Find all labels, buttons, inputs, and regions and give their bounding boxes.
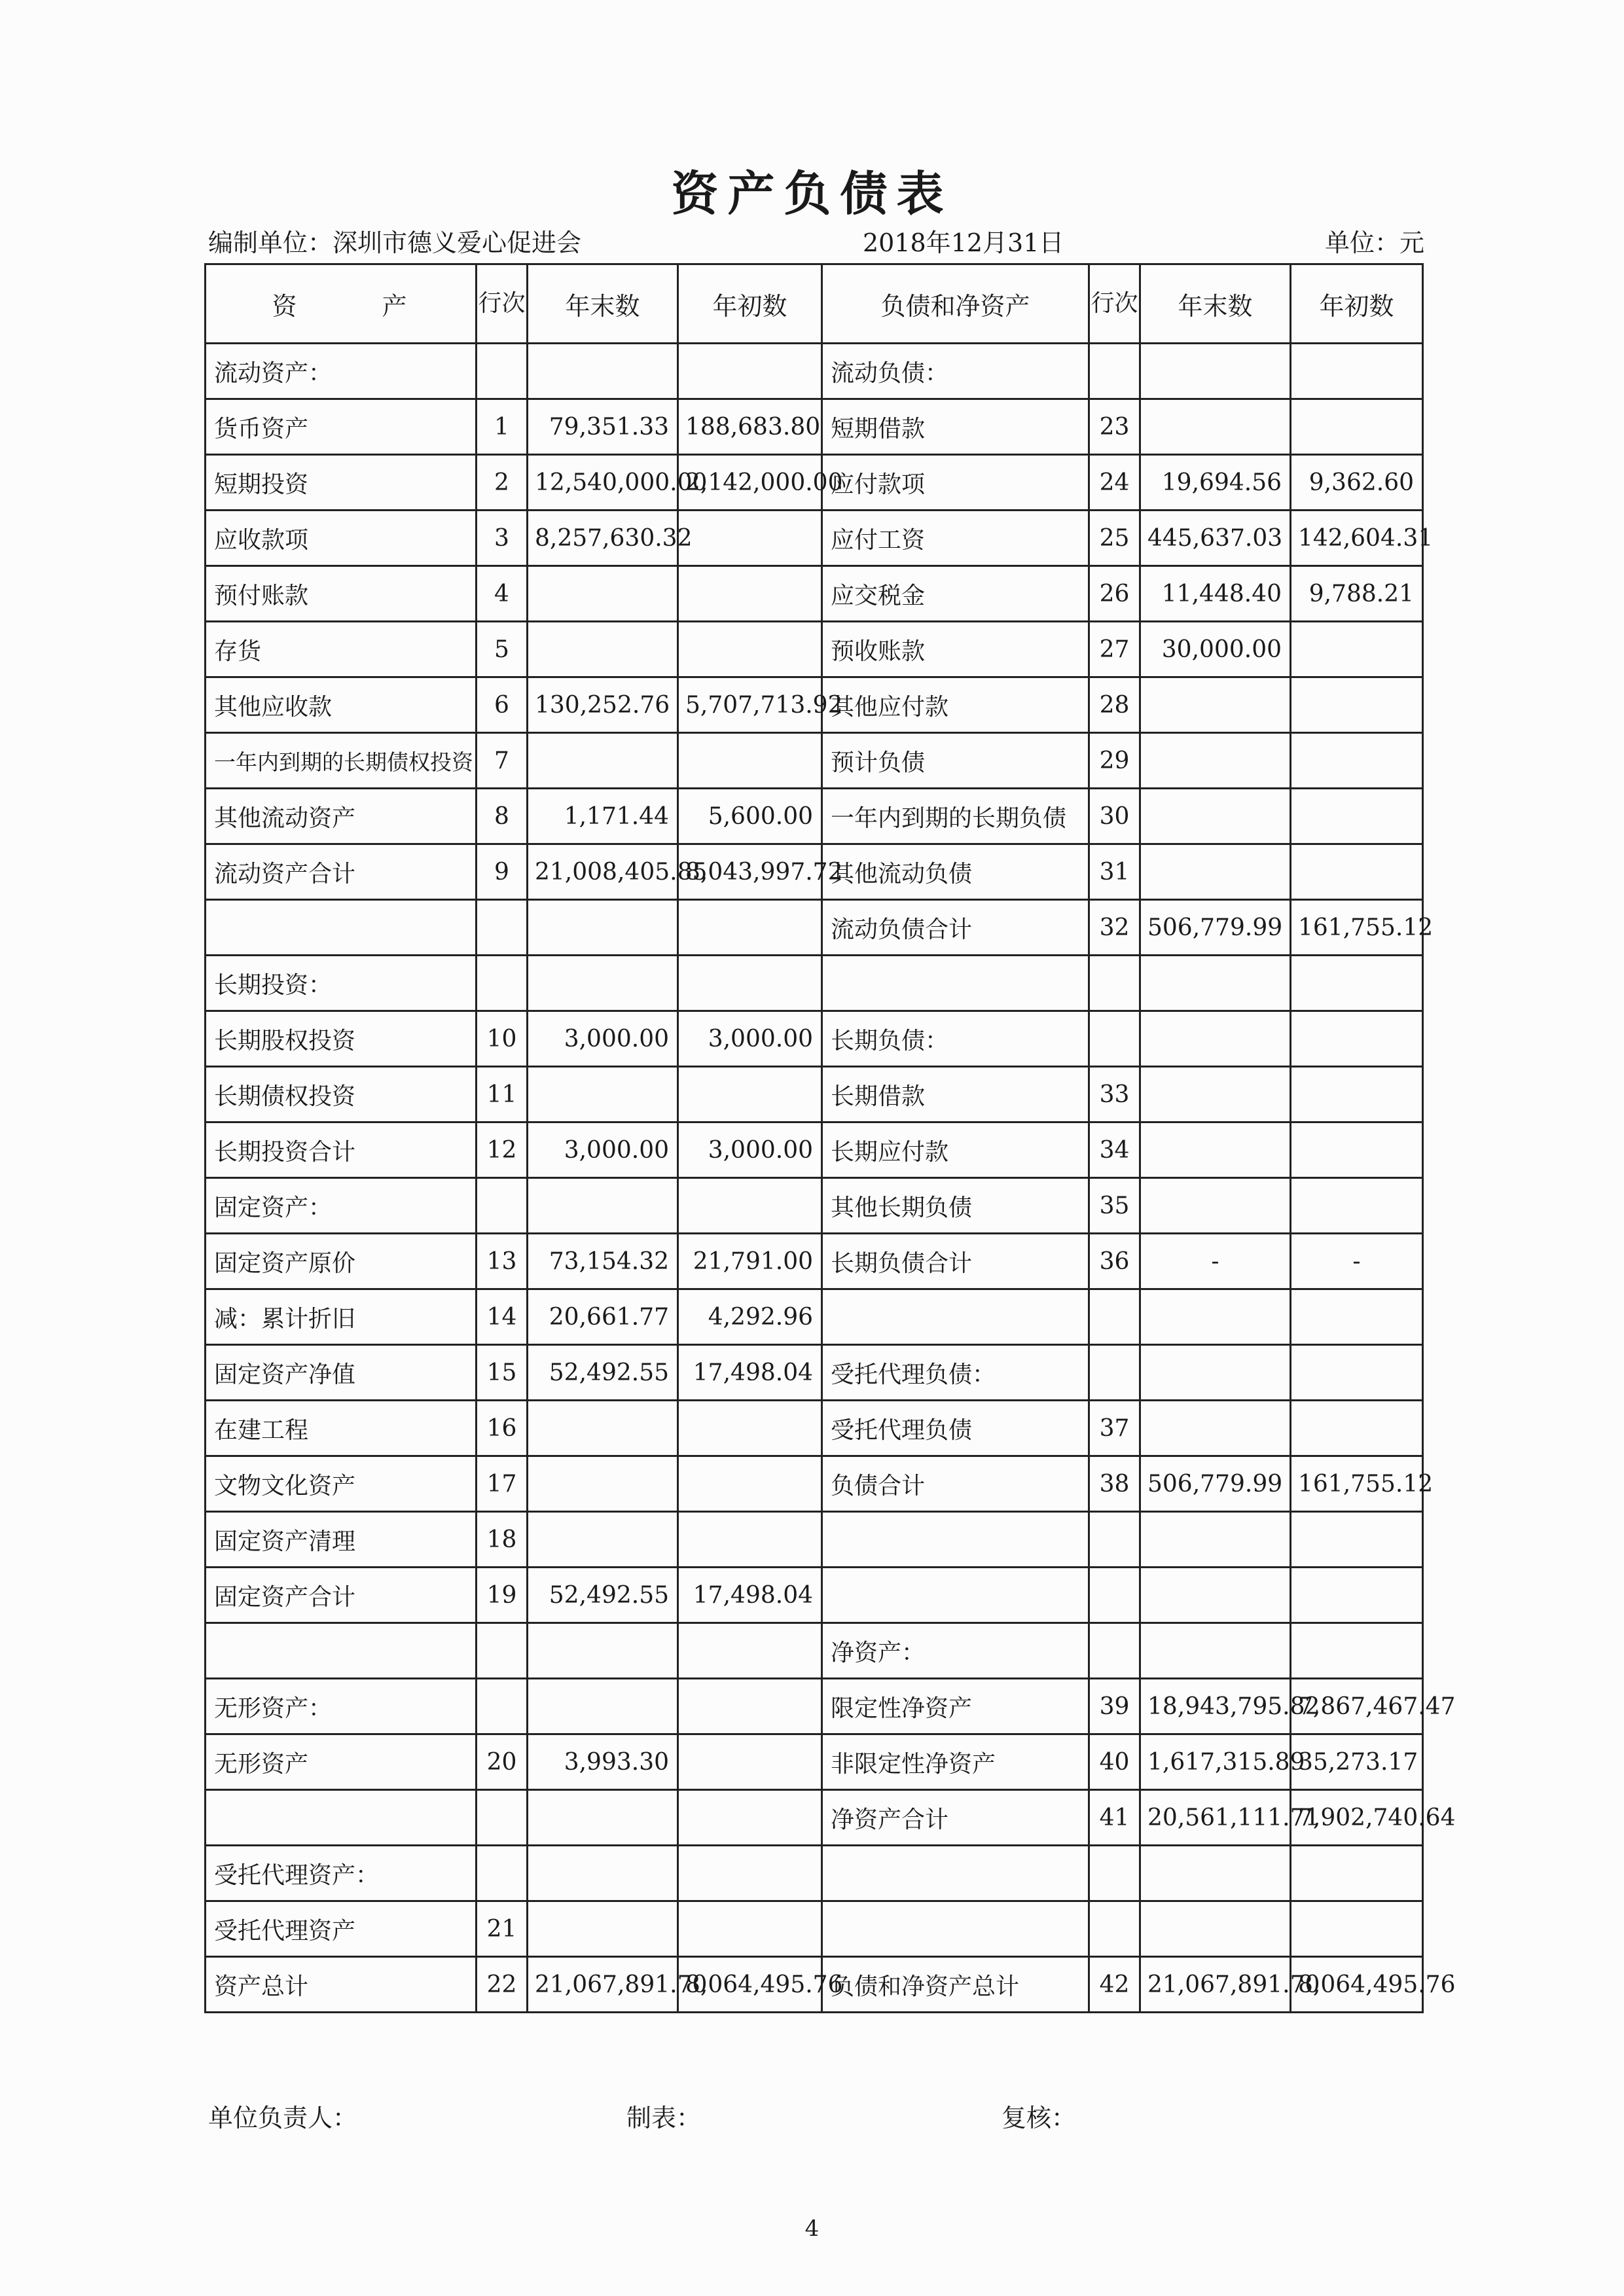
table-row: [206, 677, 1423, 733]
table-row: [206, 844, 1423, 900]
liability-line-no: 39: [1089, 1679, 1140, 1734]
header-assets: 资 产: [206, 264, 477, 344]
asset-year-end: 12,540,000.00: [528, 455, 678, 511]
liability-name: 一年内到期的长期负债: [822, 789, 1089, 844]
asset-year-begin: 5,600.00: [678, 789, 822, 844]
liability-line-no: 35: [1089, 1178, 1140, 1234]
liability-line-no: 42: [1089, 1957, 1140, 2013]
asset-year-begin: 3,000.00: [678, 1122, 822, 1178]
table-row: [206, 1234, 1423, 1289]
liability-line-no: 30: [1089, 789, 1140, 844]
liability-year-end: 20,561,111.71: [1140, 1790, 1291, 1846]
asset-year-end: [528, 956, 678, 1011]
liability-name: 流动负债合计: [822, 900, 1089, 956]
table-row: [206, 1568, 1423, 1623]
liability-year-end: [1140, 1178, 1291, 1234]
asset-name: 减：累计折旧: [206, 1289, 477, 1345]
asset-name: 其他应收款: [206, 677, 477, 733]
asset-line-no: 18: [477, 1512, 528, 1568]
liability-line-no: 23: [1089, 399, 1140, 455]
table-row: [206, 900, 1423, 956]
asset-year-end: 21,067,891.70: [528, 1957, 678, 2013]
liability-year-end: [1140, 956, 1291, 1011]
asset-year-end: [528, 900, 678, 956]
liability-line-no: 26: [1089, 566, 1140, 622]
table-row: [206, 1846, 1423, 1901]
asset-name: 固定资产合计: [206, 1568, 477, 1623]
table-row: [206, 1790, 1423, 1846]
asset-year-begin: [678, 1901, 822, 1957]
table-row: [206, 1901, 1423, 1957]
asset-year-begin: [678, 900, 822, 956]
asset-name: 长期股权投资: [206, 1011, 477, 1067]
liability-line-no: 36: [1089, 1234, 1140, 1289]
liability-name: 应交税金: [822, 566, 1089, 622]
liability-year-begin: [1291, 1289, 1423, 1345]
page-number: 4: [804, 2215, 820, 2242]
table-row: [206, 1957, 1423, 2013]
footer-prepared: 制表：: [626, 2104, 702, 2132]
liability-year-end: [1140, 1067, 1291, 1122]
liability-name: [822, 1901, 1089, 1957]
asset-year-end: [528, 566, 678, 622]
liability-year-begin: [1291, 344, 1423, 399]
asset-year-end: 52,492.55: [528, 1345, 678, 1401]
asset-line-no: [477, 344, 528, 399]
asset-year-begin: 8,043,997.72: [678, 844, 822, 900]
asset-year-end: [528, 1401, 678, 1456]
liability-line-no: 37: [1089, 1401, 1140, 1456]
asset-name: [206, 1623, 477, 1679]
liability-year-begin: 161,755.12: [1291, 900, 1423, 956]
liability-year-begin: [1291, 1345, 1423, 1401]
liability-name: [822, 1568, 1089, 1623]
table-row: [206, 1456, 1423, 1512]
liability-line-no: 38: [1089, 1456, 1140, 1512]
asset-year-end: [528, 622, 678, 677]
liability-year-begin: [1291, 1568, 1423, 1623]
liability-year-begin: -: [1291, 1234, 1423, 1289]
asset-year-end: [528, 1790, 678, 1846]
liability-name: [822, 1289, 1089, 1345]
asset-name: 固定资产清理: [206, 1512, 477, 1568]
asset-year-end: 79,351.33: [528, 399, 678, 455]
header-year-end-assets: 年末数: [528, 264, 678, 344]
asset-year-begin: [678, 733, 822, 789]
liability-name: 限定性净资产: [822, 1679, 1089, 1734]
table-row: [206, 1401, 1423, 1456]
asset-line-no: 15: [477, 1345, 528, 1401]
liability-name: 短期借款: [822, 399, 1089, 455]
asset-name: 在建工程: [206, 1401, 477, 1456]
liability-name: [822, 1846, 1089, 1901]
asset-line-no: 2: [477, 455, 528, 511]
liability-name: 预计负债: [822, 733, 1089, 789]
liability-line-no: 34: [1089, 1122, 1140, 1178]
asset-year-begin: 17,498.04: [678, 1568, 822, 1623]
liability-year-end: 1,617,315.89: [1140, 1734, 1291, 1790]
asset-name: 文物文化资产: [206, 1456, 477, 1512]
liability-year-begin: [1291, 1067, 1423, 1122]
asset-line-no: 16: [477, 1401, 528, 1456]
liability-year-end: [1140, 1512, 1291, 1568]
liability-name: [822, 1512, 1089, 1568]
liability-year-end: 506,779.99: [1140, 1456, 1291, 1512]
asset-year-end: 3,000.00: [528, 1122, 678, 1178]
liability-year-begin: 7,902,740.64: [1291, 1790, 1423, 1846]
asset-year-end: 130,252.76: [528, 677, 678, 733]
liability-year-end: [1140, 1011, 1291, 1067]
table-row: [206, 1679, 1423, 1734]
liability-year-end: [1140, 677, 1291, 733]
asset-line-no: 12: [477, 1122, 528, 1178]
liability-line-no: [1089, 1512, 1140, 1568]
table-row: [206, 956, 1423, 1011]
liability-name: 净资产合计: [822, 1790, 1089, 1846]
asset-name: [206, 900, 477, 956]
liability-line-no: [1089, 1568, 1140, 1623]
liability-year-begin: 9,362.60: [1291, 455, 1423, 511]
liability-year-begin: [1291, 1901, 1423, 1957]
liability-year-end: 18,943,795.82: [1140, 1679, 1291, 1734]
liability-year-end: [1140, 844, 1291, 900]
liability-name: 净资产：: [822, 1623, 1089, 1679]
liability-year-begin: 35,273.17: [1291, 1734, 1423, 1790]
organization-label: 编制单位：深圳市德义爱心促进会: [208, 228, 582, 257]
liability-year-end: 21,067,891.70: [1140, 1957, 1291, 2013]
asset-line-no: 6: [477, 677, 528, 733]
asset-name: 固定资产：: [206, 1178, 477, 1234]
asset-year-begin: [678, 1734, 822, 1790]
asset-year-end: [528, 1901, 678, 1957]
asset-year-end: 3,000.00: [528, 1011, 678, 1067]
table-row: [206, 566, 1423, 622]
liability-line-no: 24: [1089, 455, 1140, 511]
balance-sheet-table: [204, 263, 1456, 2013]
liability-year-end: [1140, 1568, 1291, 1623]
liability-year-begin: [1291, 677, 1423, 733]
liability-year-end: [1140, 1289, 1291, 1345]
table-row: [206, 1512, 1423, 1568]
liability-name: 负债合计: [822, 1456, 1089, 1512]
asset-name: 一年内到期的长期债权投资: [206, 733, 477, 789]
asset-year-begin: 17,498.04: [678, 1345, 822, 1401]
asset-year-begin: 8,064,495.76: [678, 1957, 822, 2013]
liability-name: [822, 956, 1089, 1011]
table-row: [206, 789, 1423, 844]
liability-name: 受托代理负债: [822, 1401, 1089, 1456]
liability-line-no: 33: [1089, 1067, 1140, 1122]
asset-year-end: [528, 1178, 678, 1234]
liability-year-begin: [1291, 1512, 1423, 1568]
liability-year-begin: 7,867,467.47: [1291, 1679, 1423, 1734]
asset-line-no: [477, 956, 528, 1011]
liability-year-end: 30,000.00: [1140, 622, 1291, 677]
liability-year-begin: [1291, 1178, 1423, 1234]
liability-year-end: -: [1140, 1234, 1291, 1289]
header-row-no-liabilities: 行次: [1089, 264, 1140, 344]
table-row: [206, 1734, 1423, 1790]
asset-name: 流动资产合计: [206, 844, 477, 900]
asset-name: 受托代理资产：: [206, 1846, 477, 1901]
asset-year-begin: [678, 511, 822, 566]
liability-line-no: 41: [1089, 1790, 1140, 1846]
asset-year-end: [528, 733, 678, 789]
liability-name: 其他应付款: [822, 677, 1089, 733]
asset-line-no: 9: [477, 844, 528, 900]
header-liabilities: 负债和净资产: [822, 264, 1089, 344]
asset-year-end: 1,171.44: [528, 789, 678, 844]
liability-line-no: [1089, 1846, 1140, 1901]
asset-name: 应收款项: [206, 511, 477, 566]
asset-name: 流动资产：: [206, 344, 477, 399]
asset-name: 无形资产: [206, 1734, 477, 1790]
liability-year-end: [1140, 1901, 1291, 1957]
liability-name: 非限定性净资产: [822, 1734, 1089, 1790]
asset-year-begin: 3,000.00: [678, 1011, 822, 1067]
liability-line-no: 28: [1089, 677, 1140, 733]
liability-name: 流动负债：: [822, 344, 1089, 399]
liability-year-end: [1140, 1623, 1291, 1679]
asset-year-begin: 4,292.96: [678, 1289, 822, 1345]
liability-year-end: [1140, 789, 1291, 844]
liability-line-no: [1089, 1901, 1140, 1957]
liability-year-begin: [1291, 1122, 1423, 1178]
asset-name: 其他流动资产: [206, 789, 477, 844]
asset-line-no: [477, 1846, 528, 1901]
table-row: [206, 733, 1423, 789]
asset-name: 资产总计: [206, 1957, 477, 2013]
liability-year-begin: [1291, 844, 1423, 900]
liability-line-no: [1089, 344, 1140, 399]
asset-year-begin: [678, 1623, 822, 1679]
liability-name: 长期负债合计: [822, 1234, 1089, 1289]
liability-year-begin: [1291, 1623, 1423, 1679]
asset-year-end: 3,993.30: [528, 1734, 678, 1790]
asset-name: 货币资产: [206, 399, 477, 455]
asset-line-no: [477, 900, 528, 956]
asset-year-begin: 21,791.00: [678, 1234, 822, 1289]
asset-line-no: 10: [477, 1011, 528, 1067]
liability-year-begin: [1291, 1401, 1423, 1456]
asset-line-no: 13: [477, 1234, 528, 1289]
asset-line-no: 4: [477, 566, 528, 622]
asset-line-no: 17: [477, 1456, 528, 1512]
asset-year-begin: [678, 1790, 822, 1846]
asset-year-begin: [678, 1067, 822, 1122]
asset-year-end: [528, 344, 678, 399]
liability-year-begin: 161,755.12: [1291, 1456, 1423, 1512]
asset-year-begin: [678, 622, 822, 677]
liability-year-begin: [1291, 956, 1423, 1011]
asset-line-no: [477, 1623, 528, 1679]
liability-year-end: [1140, 1846, 1291, 1901]
asset-name: 无形资产：: [206, 1679, 477, 1734]
asset-year-begin: 5,707,713.92: [678, 677, 822, 733]
asset-line-no: 8: [477, 789, 528, 844]
asset-name: 固定资产原价: [206, 1234, 477, 1289]
asset-year-begin: [678, 1846, 822, 1901]
liability-name: 预收账款: [822, 622, 1089, 677]
liability-line-no: 29: [1089, 733, 1140, 789]
header-year-end-liabilities: 年末数: [1140, 264, 1291, 344]
asset-line-no: [477, 1178, 528, 1234]
asset-year-end: [528, 1679, 678, 1734]
page-title: 资产负债表: [671, 166, 953, 221]
liability-year-begin: [1291, 789, 1423, 844]
asset-year-begin: [678, 1512, 822, 1568]
liability-name: 其他流动负债: [822, 844, 1089, 900]
asset-name: 长期投资：: [206, 956, 477, 1011]
table-row: [206, 622, 1423, 677]
asset-name: 短期投资: [206, 455, 477, 511]
table-row: [206, 1623, 1423, 1679]
table-row: [206, 1178, 1423, 1234]
header-year-begin-assets: 年初数: [678, 264, 822, 344]
table-row: [206, 1122, 1423, 1178]
table-row: [206, 399, 1423, 455]
table-row: [206, 1011, 1423, 1067]
asset-name: [206, 1790, 477, 1846]
asset-line-no: [477, 1790, 528, 1846]
liability-year-end: 445,637.03: [1140, 511, 1291, 566]
table-row: [206, 455, 1423, 511]
liability-line-no: 25: [1089, 511, 1140, 566]
liability-year-begin: 8,064,495.76: [1291, 1957, 1423, 2013]
liability-name: 受托代理负债：: [822, 1345, 1089, 1401]
asset-year-end: [528, 1456, 678, 1512]
liability-year-end: [1140, 733, 1291, 789]
asset-name: 长期债权投资: [206, 1067, 477, 1122]
liability-line-no: 40: [1089, 1734, 1140, 1790]
liability-line-no: [1089, 1011, 1140, 1067]
asset-line-no: 21: [477, 1901, 528, 1957]
asset-name: 预付账款: [206, 566, 477, 622]
asset-year-end: [528, 1846, 678, 1901]
liability-name: 其他长期负债: [822, 1178, 1089, 1234]
footer-reviewed: 复核：: [1001, 2104, 1077, 2132]
liability-name: 长期借款: [822, 1067, 1089, 1122]
liability-name: 长期负债：: [822, 1011, 1089, 1067]
asset-year-end: [528, 1067, 678, 1122]
liability-year-begin: [1291, 1846, 1423, 1901]
asset-year-begin: [678, 344, 822, 399]
liability-year-begin: 142,604.31: [1291, 511, 1423, 566]
liability-year-end: 506,779.99: [1140, 900, 1291, 956]
asset-name: 受托代理资产: [206, 1901, 477, 1957]
liability-name: 应付工资: [822, 511, 1089, 566]
asset-name: 长期投资合计: [206, 1122, 477, 1178]
liability-name: 长期应付款: [822, 1122, 1089, 1178]
liability-line-no: [1089, 956, 1140, 1011]
liability-year-end: [1140, 1122, 1291, 1178]
asset-year-end: [528, 1512, 678, 1568]
liability-year-end: [1140, 399, 1291, 455]
asset-name: 固定资产净值: [206, 1345, 477, 1401]
liability-line-no: [1089, 1623, 1140, 1679]
liability-year-begin: [1291, 1011, 1423, 1067]
liability-line-no: 32: [1089, 900, 1140, 956]
table-row: [206, 1289, 1423, 1345]
report-date: 2018年12月31日: [863, 228, 1064, 257]
asset-line-no: 14: [477, 1289, 528, 1345]
asset-line-no: 19: [477, 1568, 528, 1623]
asset-year-begin: [678, 1456, 822, 1512]
liability-year-end: [1140, 1345, 1291, 1401]
asset-year-begin: [678, 1401, 822, 1456]
asset-line-no: 7: [477, 733, 528, 789]
asset-year-begin: [678, 1679, 822, 1734]
liability-year-end: [1140, 344, 1291, 399]
header-year-begin-liabilities: 年初数: [1291, 264, 1423, 344]
asset-line-no: 20: [477, 1734, 528, 1790]
liability-name: 应付款项: [822, 455, 1089, 511]
asset-year-end: 8,257,630.32: [528, 511, 678, 566]
asset-year-end: 20,661.77: [528, 1289, 678, 1345]
table-header-row: [206, 264, 1423, 344]
table-row: [206, 1067, 1423, 1122]
liability-year-begin: [1291, 733, 1423, 789]
header-row-no-assets: 行次: [477, 264, 528, 344]
table-row: [206, 1345, 1423, 1401]
liability-line-no: [1089, 1289, 1140, 1345]
liability-year-end: 19,694.56: [1140, 455, 1291, 511]
asset-line-no: 3: [477, 511, 528, 566]
asset-year-begin: [678, 1178, 822, 1234]
asset-year-end: 21,008,405.85: [528, 844, 678, 900]
asset-line-no: 1: [477, 399, 528, 455]
asset-year-begin: 188,683.80: [678, 399, 822, 455]
asset-year-begin: [678, 956, 822, 1011]
liability-year-begin: 9,788.21: [1291, 566, 1423, 622]
asset-year-begin: [678, 566, 822, 622]
liability-line-no: 27: [1089, 622, 1140, 677]
liability-line-no: [1089, 1345, 1140, 1401]
liability-name: 负债和净资产总计: [822, 1957, 1089, 2013]
liability-line-no: 31: [1089, 844, 1140, 900]
asset-year-end: [528, 1623, 678, 1679]
asset-name: 存货: [206, 622, 477, 677]
liability-year-end: [1140, 1401, 1291, 1456]
asset-year-end: 52,492.55: [528, 1568, 678, 1623]
asset-line-no: [477, 1679, 528, 1734]
currency-unit: 单位：元: [1324, 228, 1424, 257]
footer-responsible: 单位负责人：: [208, 2104, 358, 2132]
asset-year-end: 73,154.32: [528, 1234, 678, 1289]
table-row: [206, 344, 1423, 399]
asset-line-no: 22: [477, 1957, 528, 2013]
liability-year-begin: [1291, 622, 1423, 677]
asset-year-begin: 2,142,000.00: [678, 455, 822, 511]
asset-line-no: 11: [477, 1067, 528, 1122]
liability-year-end: 11,448.40: [1140, 566, 1291, 622]
table-row: [206, 511, 1423, 566]
liability-year-begin: [1291, 399, 1423, 455]
asset-line-no: 5: [477, 622, 528, 677]
